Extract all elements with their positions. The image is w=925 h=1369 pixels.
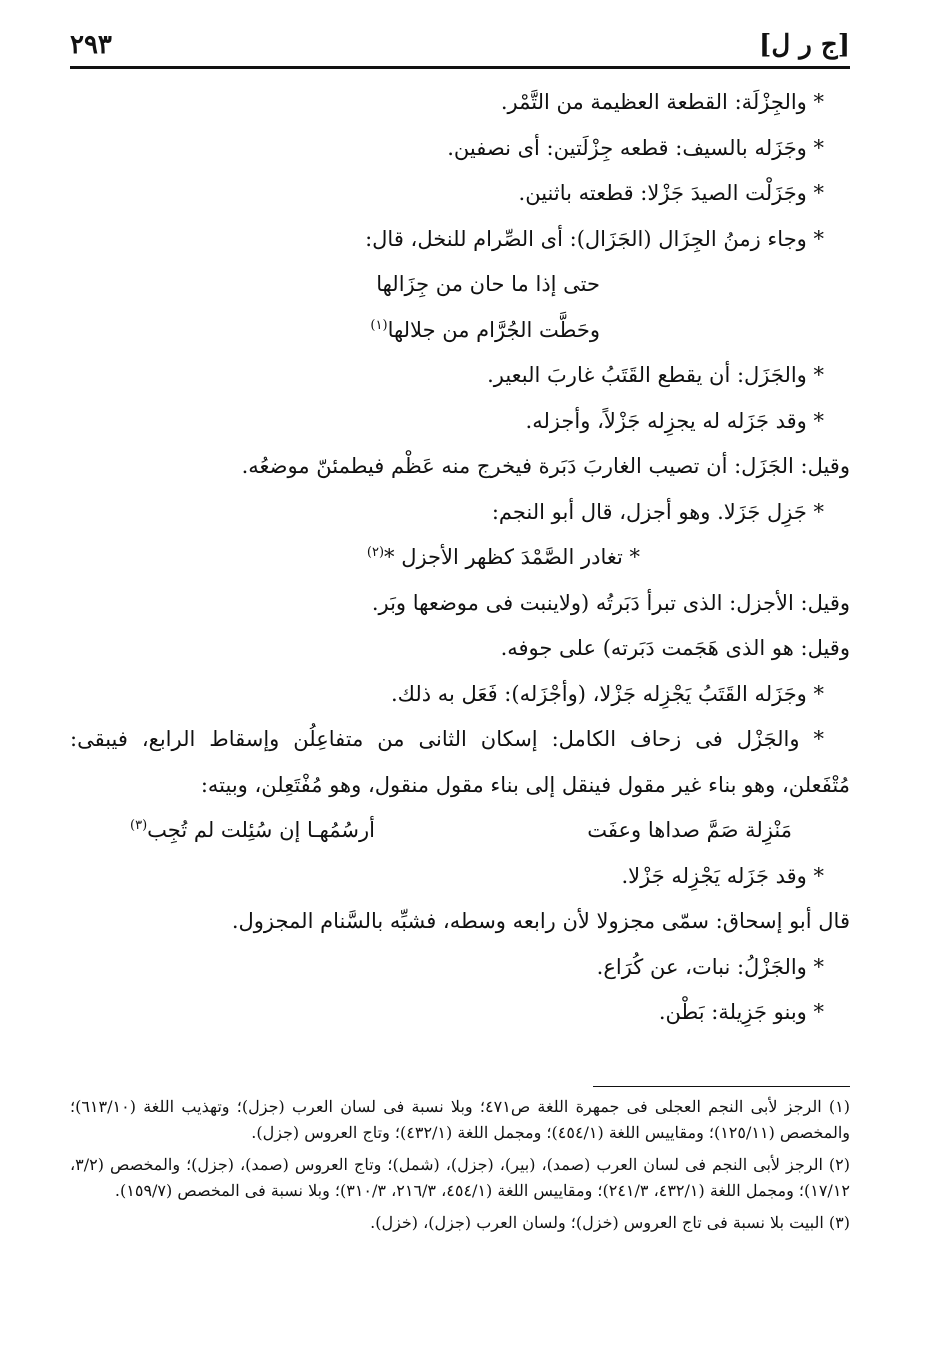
hemistich-text: أرسُمُهـا إن سُئِلت لم تُجِب [147,818,375,842]
page-number: ٢٩٣ [70,30,112,60]
footnote-rule [593,1086,850,1087]
text-line: * وجَزَله بالسيف: قطعه جِزْلَتين: أى نصفين. [447,135,824,160]
verse-line [70,308,850,354]
text-line: قال أبو إسحاق: سمّى مجزولا لأن رابعه وسطه، فشبِّه بالسَّنام المجزول. [231,909,850,933]
footnotes [70,1094,850,1242]
footnote: (٢) الرجز لأبى النجم فى لسان العرب (صمد)، (بير)، (جزل)، (شمل)؛ وتاج العروس (صمد)، (جزل)؛ والمخصص (٣/٢، ١٧/١٢)؛ ومجمل اللغة (٤٣٢/١، ٢٤١/٣)؛ ومقاييس اللغة (٤٥٤/١، ٢١٦/٣، ٣١٠/٣)؛ وبلا نسبة فى المخصص (١٥٩/٧). [70,1155,850,1200]
verse-line [70,535,850,581]
root-heading: [ج ر ل] [759,30,850,60]
text-line: * والجَزْل فى زحاف الكامل: إسكان الثانى من متفاعِلُن وإسقاط الرابع، فيبقى: [70,727,824,751]
text-line: * والجَزْلُ: نبات، عن كُرَاع. [596,954,824,979]
left-hemistich [130,808,375,854]
page-header [70,30,850,70]
verse-text: * تغادر الصَّمْدَ كظهر الأجزل * [384,545,640,569]
text-line: * وقد جَزَله يَجْزِله جَزْلا. [621,863,824,888]
verse-couplet [70,808,850,854]
text-line: * وجاء زمنُ الجِزَال (الجَزَال): أى الصِّرام للنخل، قال: [365,226,824,251]
text-line: * والجِزْلَة: القطعة العظيمة من التَّمْر. [500,90,824,114]
text-line: * والجَزَل: أن يقطع القَتَبُ غاربَ البعير. [487,363,824,387]
text-line: وقيل: هو الذى هَجَمت دَبَرته) على جوفه. [500,636,850,660]
text-line: وقيل: الجَزَل: أن تصيب الغاربَ دَبَرة فيخرج منه عَظْم فيطمئنّ موضعُه. [241,454,850,478]
right-hemistich: مَنْزِلة صَمَّ صداها وعفَت [587,818,792,842]
footnote-marker: (٢) [366,545,385,560]
footnote-marker: (١) [370,317,388,333]
header-rule [70,66,850,69]
text-line: * وبنو جَزِيلة: بَطْن. [658,1000,824,1024]
text-line: وقيل: الأجزل: الذى تبرأ دَبَرتُه (ولاينبت فى موضعها وبَر. [371,590,850,615]
verse-text: وحَطَّت الجُرَّام من جلالها [387,317,600,342]
footnote-marker: (٣) [130,818,148,833]
entry-body [70,80,850,1036]
text-line: مُتْفَعلن، وهو بناء غير مقول فينقل إلى بناء مقول منقول، وهو مُفْتَعِلن، وبيته: [200,772,850,797]
text-line: * وقد جَزَله له يجزِله جَزْلاً، وأجزله. [525,408,824,433]
verse-line: حتى إذا ما حان من جِزَالها [376,272,600,296]
text-line: * وجَزَله القَتَبُ يَجْزِله جَزْلا، (وأجْزَله): فَعَل به ذلك. [390,681,824,706]
footnote: (٣) البيت بلا نسبة فى تاج العروس (خزل)؛ ولسان العرب (جزل)، (خزل). [370,1213,850,1232]
text-line: * وجَزَلْت الصيدَ جَزْلا: قطعته باثنين. [518,181,824,205]
footnote: (١) الرجز لأبى النجم العجلى فى جمهرة اللغة ص٤٧١؛ وبلا نسبة فى لسان العرب (جزل)؛ وتهذيب اللغة (٦١٣/١٠)؛ والمخصص (١٢٥/١١)؛ ومقاييس اللغة (٤٥٤/١)؛ ومجمل اللغة (٤٣٢/١)؛ وتاج العروس (جزل). [70,1097,851,1142]
text-line: * جَزِل جَزَلا. وهو أجزل، قال أبو النجم: [491,499,824,524]
